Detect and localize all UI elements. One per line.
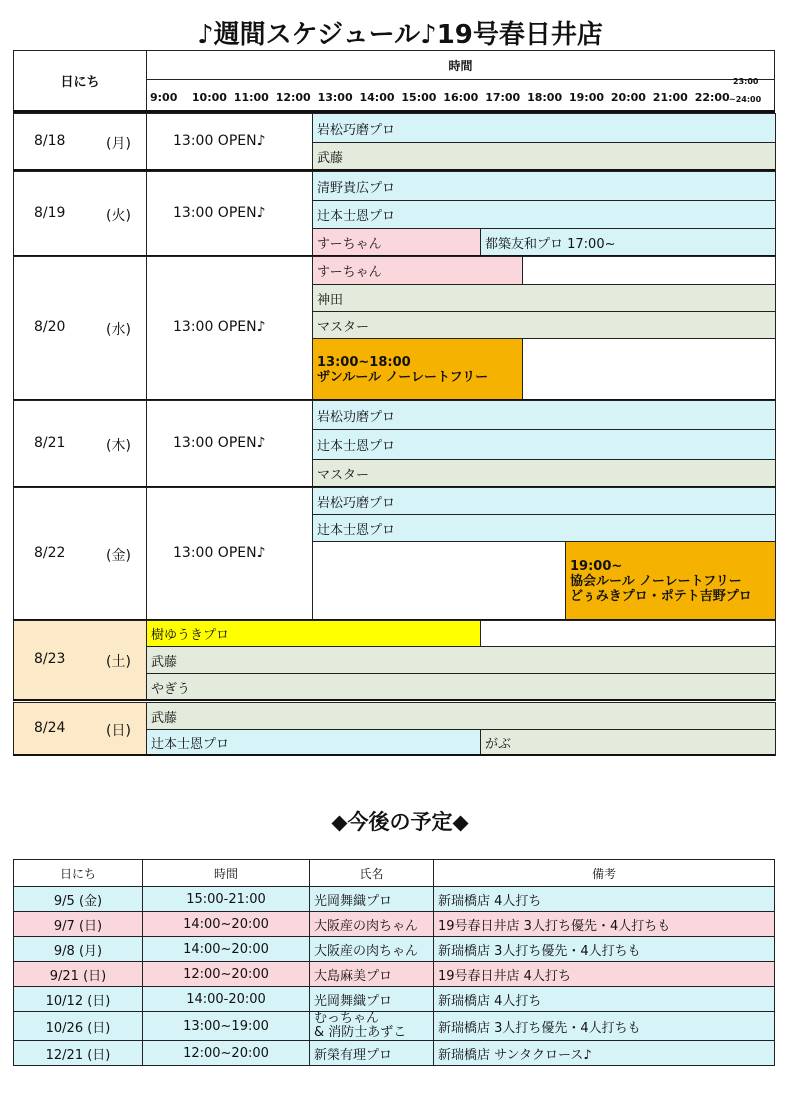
entry-label: 清野貴広プロ	[317, 180, 396, 196]
upcoming-header-time: 時間	[143, 860, 310, 887]
upcoming-date: 12/21 (日)	[14, 1041, 143, 1066]
schedule-entry	[312, 142, 776, 171]
upcoming-date: 9/8 (月)	[14, 937, 143, 962]
hour-label: 19:00	[569, 91, 605, 104]
upcoming-row	[14, 887, 775, 912]
hour-label: 12:00	[275, 91, 311, 104]
open-time-cell	[146, 487, 313, 620]
day-date-cell	[13, 400, 147, 487]
entry-label: 武藤	[151, 654, 178, 670]
upcoming-time: 14:00-20:00	[143, 987, 310, 1012]
day-of-week: (火)	[106, 207, 131, 224]
entry-line: ザンルール ノーレートフリー	[317, 369, 489, 385]
upcoming-time: 12:00~20:00	[143, 962, 310, 987]
upcoming-note: 新瑞橋店 サンタクロース♪	[434, 1041, 775, 1066]
upcoming-table	[13, 859, 775, 1066]
open-time-cell	[146, 400, 313, 487]
day-date-cell	[13, 256, 147, 400]
hour-label: 13:00	[317, 91, 353, 104]
day-date: 8/20	[34, 319, 66, 335]
entry-label: 武藤	[151, 710, 178, 726]
entry-label: マスター	[317, 468, 370, 483]
day-date-cell	[13, 702, 147, 755]
upcoming-name: 大島麻美プロ	[310, 962, 434, 987]
upcoming-date: 10/26 (日)	[14, 1012, 143, 1041]
upcoming-row	[14, 937, 775, 962]
upcoming-date: 10/12 (日)	[14, 987, 143, 1012]
upcoming-note: 19号春日井店 4人打ち	[434, 962, 775, 987]
upcoming-note: 新瑞橋店 4人打ち	[434, 987, 775, 1012]
schedule-entry	[312, 514, 776, 542]
entry-label: すーちゃん	[317, 265, 382, 280]
entry-label: 樹ゆうきプロ	[151, 628, 230, 643]
open-time: 13:00 OPEN♪	[173, 544, 266, 561]
day-of-week: (土)	[106, 654, 131, 670]
upcoming-name: 新榮有理プロ	[310, 1041, 434, 1066]
hour-label-23: 23:00	[733, 77, 759, 86]
upcoming-row	[14, 1012, 775, 1041]
entry-label: マスター	[317, 319, 370, 335]
open-time-cell	[146, 256, 313, 400]
open-time: 13:00 OPEN♪	[173, 319, 266, 335]
hour-label-24: ~24:00	[729, 95, 762, 104]
day-divider	[13, 754, 775, 756]
upcoming-note: 新瑞橋店 4人打ち	[434, 887, 775, 912]
upcoming-time: 14:00~20:00	[143, 937, 310, 962]
schedule-entry	[312, 228, 481, 257]
day-of-week: (木)	[106, 437, 131, 454]
day-of-week: (日)	[106, 722, 131, 739]
time-column-header: 時間	[146, 50, 775, 80]
schedule-entry	[480, 228, 776, 257]
hour-label: 21:00	[652, 91, 688, 104]
upcoming-name-line: むっちゃん	[314, 1011, 380, 1026]
entry-label: 辻本士恩プロ	[151, 737, 230, 752]
day-of-week: (水)	[106, 322, 131, 338]
date-column-header: 日にち	[13, 50, 147, 111]
schedule-entry	[312, 113, 776, 143]
schedule-entry	[146, 702, 776, 730]
upcoming-name: 大阪産の肉ちゃん	[310, 937, 434, 962]
schedule-entry	[312, 256, 523, 285]
hour-label: 11:00	[233, 91, 269, 104]
schedule-entry	[146, 673, 776, 701]
upcoming-header-date: 日にち	[14, 860, 143, 887]
upcoming-title: ◆今後の予定◆	[331, 810, 469, 834]
schedule-entry	[146, 646, 776, 674]
entry-label: 岩松巧磨プロ	[317, 122, 396, 138]
upcoming-date: 9/5 (金)	[14, 887, 143, 912]
entry-line: 協会ルール ノーレートフリー	[570, 573, 742, 589]
entry-label: 都築友和プロ 17:00~	[485, 237, 616, 252]
day-of-week: (月)	[106, 135, 131, 152]
empty-slot	[312, 541, 566, 621]
empty-slot	[480, 620, 776, 647]
entry-label: 辻本士恩プロ	[317, 439, 396, 454]
entry-label: やぎう	[151, 681, 191, 697]
entry-line: どぅみきプロ・ポテト吉野プロ	[570, 588, 752, 604]
weekly-schedule	[13, 50, 775, 752]
page-title: ♪週間スケジュール♪19号春日井店	[197, 20, 603, 50]
schedule-entry	[312, 400, 776, 430]
upcoming-time: 15:00-21:00	[143, 887, 310, 912]
day-date: 8/21	[34, 434, 66, 451]
upcoming-row	[14, 987, 775, 1012]
schedule-entry	[312, 429, 776, 460]
upcoming-note: 新瑞橋店 3人打ち優先・4人打ちも	[434, 1012, 775, 1041]
day-divider	[13, 699, 775, 701]
day-date-cell	[13, 171, 147, 256]
day-date: 8/18	[34, 132, 66, 149]
open-time-cell	[146, 171, 313, 256]
upcoming-name: 光岡舞織プロ	[310, 887, 434, 912]
schedule-entry	[312, 338, 523, 401]
entry-label: 岩松巧磨プロ	[317, 495, 396, 511]
entry-label: 岩松功磨プロ	[317, 409, 396, 425]
day-of-week: (金)	[106, 547, 131, 564]
upcoming-name	[310, 1012, 434, 1041]
schedule-entry	[146, 620, 481, 647]
hour-label: 16:00	[443, 91, 479, 104]
empty-slot	[522, 338, 776, 401]
day-date: 8/19	[34, 204, 66, 221]
schedule-entry	[312, 171, 776, 201]
day-date: 8/24	[34, 719, 66, 736]
upcoming-row	[14, 1041, 775, 1066]
hour-label: 14:00	[359, 91, 395, 104]
entry-label: 武藤	[317, 151, 344, 166]
entry-label: 神田	[317, 292, 344, 308]
upcoming-name: 光岡舞織プロ	[310, 987, 434, 1012]
schedule-entry	[312, 200, 776, 229]
hour-label: 17:00	[485, 91, 521, 104]
day-date-cell	[13, 487, 147, 620]
entry-label: すーちゃん	[317, 237, 382, 252]
upcoming-row	[14, 912, 775, 937]
schedule-entry	[312, 487, 776, 515]
upcoming-header-note: 備考	[434, 860, 775, 887]
schedule-entry	[146, 729, 481, 756]
upcoming-date: 9/21 (日)	[14, 962, 143, 987]
entry-label: がぶ	[485, 737, 512, 752]
schedule-entry	[312, 311, 776, 339]
upcoming-name-line: & 消防士あずこ	[314, 1025, 407, 1040]
day-date-cell	[13, 620, 147, 700]
day-date-cell	[13, 113, 147, 170]
upcoming-time: 14:00~20:00	[143, 912, 310, 937]
schedule-entry	[312, 284, 776, 312]
entry-label: 辻本士恩プロ	[317, 522, 396, 538]
upcoming-time: 13:00~19:00	[143, 1012, 310, 1041]
schedule-entry	[480, 729, 776, 756]
entry-label: 辻本士恩プロ	[317, 209, 396, 224]
hour-label: 10:00	[191, 91, 227, 104]
day-date: 8/23	[34, 651, 66, 667]
open-time: 13:00 OPEN♪	[173, 434, 266, 451]
day-date: 8/22	[34, 544, 66, 561]
schedule-entry	[312, 459, 776, 488]
open-time-cell	[146, 113, 313, 170]
upcoming-header-name: 氏名	[310, 860, 434, 887]
upcoming-note: 新瑞橋店 3人打ち優先・4人打ちも	[434, 937, 775, 962]
schedule-entry	[565, 541, 776, 621]
upcoming-note: 19号春日井店 3人打ち優先・4人打ちも	[434, 912, 775, 937]
upcoming-row	[14, 962, 775, 987]
hour-label: 18:00	[527, 91, 563, 104]
upcoming-time: 12:00~20:00	[143, 1041, 310, 1066]
empty-slot	[522, 256, 776, 285]
open-time: 13:00 OPEN♪	[173, 132, 266, 149]
hour-label: 9:00	[150, 91, 178, 104]
open-time: 13:00 OPEN♪	[173, 204, 266, 221]
hour-label: 22:00	[694, 91, 730, 104]
entry-line: 19:00~	[570, 558, 623, 574]
upcoming-date: 9/7 (日)	[14, 912, 143, 937]
upcoming-name: 大阪産の肉ちゃん	[310, 912, 434, 937]
hour-label: 20:00	[610, 91, 646, 104]
hour-label: 15:00	[401, 91, 437, 104]
entry-line: 13:00~18:00	[317, 354, 411, 370]
